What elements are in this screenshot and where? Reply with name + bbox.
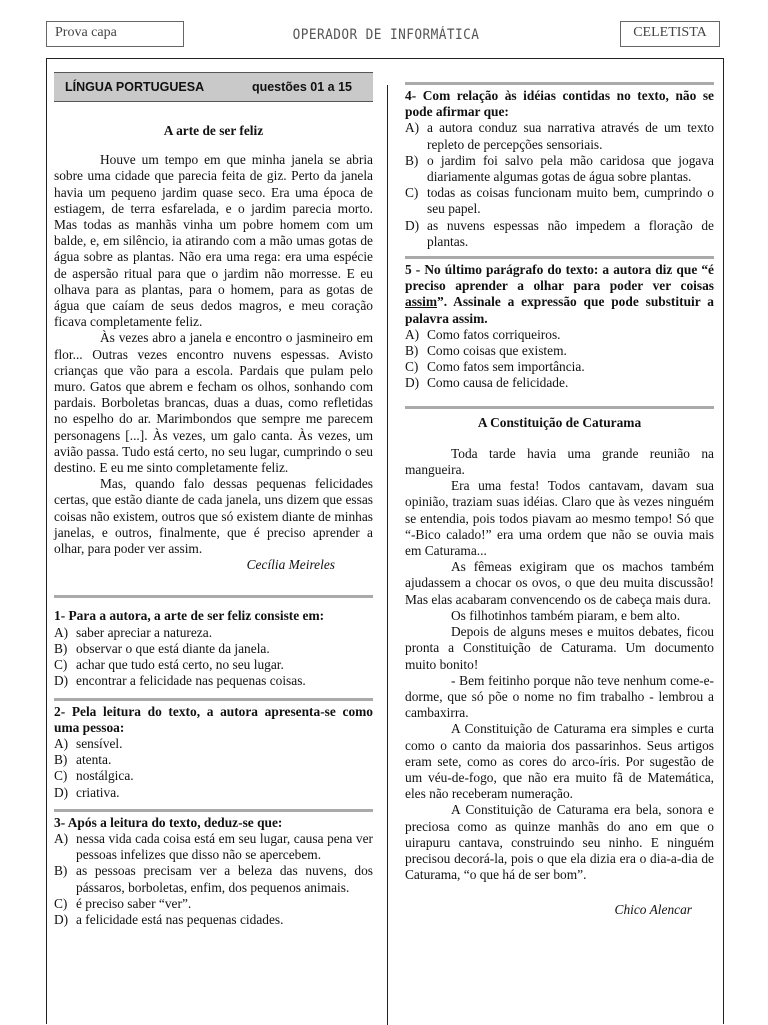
option-item[interactable]: [405, 327, 714, 343]
question-stem: 3- Após a leitura do texto, deduz-se que:: [54, 814, 283, 830]
option-text: atenta.: [76, 752, 112, 768]
option-key: B): [54, 863, 68, 879]
option-key: B): [405, 343, 419, 359]
option-key: A): [54, 624, 69, 640]
question-4: [405, 88, 714, 250]
option-text: Como coisas que existem.: [427, 343, 567, 359]
option-item[interactable]: [54, 657, 373, 673]
option-key: C): [54, 768, 68, 784]
question-5: [405, 262, 714, 392]
text2-paragraph: Depois de alguns meses e muitos debates, ficou pronta a Constituição de Caturama. Um documento muito bonito!: [405, 624, 714, 672]
text2-paragraph: As fêmeas exigiram que os machos também ajudassem a chocar os ovos, o que deu muita discussão! Mas elas acabaram convencendo os de cabeça mais dura.: [405, 559, 714, 607]
option-text: a felicidade está nas pequenas cidades.: [76, 911, 284, 927]
section-header: [54, 72, 373, 102]
option-text: encontrar a felicidade nas pequenas coisas.: [76, 673, 306, 689]
section-name: LÍNGUA PORTUGUESA: [65, 79, 205, 94]
text1-paragraph: Mas, quando falo dessas pequenas felicidades certas, que estão diante de cada janela, uns dizem que essas coisas não existem, outros que só existem diante de minhas janelas, e outros, finalmente, que é preciso aprender a olhar, para poder ver assim.: [54, 476, 373, 557]
option-key: C): [54, 895, 68, 911]
option-text: é preciso saber “ver”.: [76, 895, 192, 911]
text2-paragraph: A Constituição de Caturama era simples e curta como o canto da maioria dos passarinhos. Seus artigos eram sete, como as cores do arco-íris. Por sugestão de um véu-de-fogo, que não era muito fã de Matemática, eles não receberam numeração.: [405, 721, 714, 802]
option-item[interactable]: [54, 625, 373, 641]
option-text: todas as coisas funcionam muito bem, cumprindo o seu papel.: [427, 185, 714, 217]
option-item[interactable]: [54, 831, 373, 863]
option-text: achar que tudo está certo, no seu lugar.: [76, 657, 284, 673]
option-item[interactable]: [405, 218, 714, 250]
option-key: C): [405, 359, 419, 375]
option-item[interactable]: [405, 343, 714, 359]
question-stem: 1- Para a autora, a arte de ser feliz consiste em:: [54, 608, 325, 624]
question-3: [54, 815, 373, 928]
option-item[interactable]: [54, 863, 373, 895]
text1-author: Cecília Meireles: [246, 557, 335, 573]
option-item[interactable]: [54, 736, 373, 752]
right-column: [405, 82, 714, 919]
option-key: B): [54, 640, 68, 656]
option-item[interactable]: [54, 673, 373, 689]
option-item[interactable]: [54, 641, 373, 657]
question-1: [54, 608, 373, 689]
question-separator: [54, 698, 373, 701]
option-key: A): [54, 735, 69, 751]
section-range: questões 01 a 15: [251, 79, 352, 94]
option-key: C): [54, 657, 68, 673]
option-key: B): [54, 752, 68, 768]
option-item[interactable]: [405, 185, 714, 217]
option-text: Como fatos sem importância.: [427, 359, 585, 375]
question-separator: [54, 595, 373, 598]
header-left-box: [46, 21, 184, 47]
question-stem: 2- Pela leitura do texto, a autora apresenta-se como uma pessoa:: [54, 703, 373, 735]
option-key: C): [405, 185, 419, 201]
option-key: A): [405, 326, 420, 342]
text1-title: A arte de ser feliz: [163, 123, 264, 138]
option-text: nostálgica.: [76, 768, 134, 784]
question-separator: [405, 82, 714, 85]
option-item[interactable]: [405, 359, 714, 375]
question-stem: 4- Com relação às idéias contidas no texto, não se pode afirmar que:: [405, 88, 714, 120]
option-item[interactable]: [405, 153, 714, 185]
question-stem-keyword: assim: [405, 294, 437, 310]
option-key: A): [405, 120, 420, 136]
question-separator: [405, 406, 714, 409]
question-stem: [405, 262, 714, 327]
text2-paragraph: Toda tarde havia uma grande reunião na mangueira.: [405, 445, 714, 478]
header-right-label: CELETISTA: [633, 25, 707, 40]
option-text: sensível.: [76, 735, 123, 751]
option-item[interactable]: [405, 120, 714, 152]
option-text: o jardim foi salvo pela mão caridosa que jogava diariamente algumas gotas de água sobre plantas.: [427, 152, 714, 185]
question-separator: [54, 809, 373, 812]
text1-paragraph: Houve um tempo em que minha janela se abria sobre uma cidade que parecia feita de giz. Perto da janela havia um pequeno jardim quase seco. Era uma época de estiagem, de terra esfarelada, e o jardim parecia morto. Mas todas as manhãs vinha um pobre homem com um balde, e, em silêncio, ia atirando com a mão umas gotas de água sobre as plantas. Não era uma rega: era uma espécie de aspersão ritual para que o jardim não morresse. E eu olhava para as plantas, para o homem, para as gotas de água que caíam de seus dedos magros, e meu coração ficava completamente feliz.: [54, 152, 373, 330]
question-separator: [405, 256, 714, 259]
option-key: D): [54, 673, 69, 689]
page-title: OPERADOR DE INFORMÁTICA: [292, 27, 480, 43]
question-2: [54, 704, 373, 801]
option-text: as pessoas precisam ver a beleza das nuvens, dos pássaros, borboletas, enfim, dos pequenos animais.: [76, 863, 373, 895]
header-left-label: Prova capa: [55, 25, 117, 40]
text2-title: A Constituição de Caturama: [477, 414, 642, 430]
text2-paragraph: A Constituição de Caturama era bela, sonora e preciosa como as quinze manhãs do ano em que o uirapuru cantava, construindo seu ninho. E ninguém precisou decorá-la, pois o que ela dizia era o dia-a-dia de Caturama, “o que há de ser bom”.: [405, 802, 714, 883]
option-item[interactable]: [54, 912, 373, 928]
option-text: nessa vida cada coisa está em seu lugar, causa pena ver pessoas infelizes que disso não se apercebem.: [76, 830, 373, 863]
question-stem-part: ”. Assinale a expressão que pode substituir a palavra assim.: [405, 294, 714, 326]
text2-paragraph: Os filhotinhos também piaram, e bem alto.: [451, 607, 681, 623]
option-item[interactable]: [54, 896, 373, 912]
text1-paragraph: Às vezes abro a janela e encontro o jasmineiro em flor... Outras vezes encontro nuvens espessas. Avisto crianças que vão para a escola. Pardais que pulam pelo muro. Gatos que abrem e fecham os olhos, sonhando com pardais. Borboletas brancas, duas a duas, como refletidas no espelho do ar. Marimbondos que sempre me parecem personagens [...]. Às vezes, um galo canta. Às vezes, um avião passa. Tudo está certo, no seu lugar, cumprindo o seu destino. E eu me sinto completamente feliz.: [54, 330, 373, 476]
option-text: criativa.: [76, 784, 120, 800]
option-key: A): [54, 830, 69, 846]
column-divider: [387, 85, 388, 1025]
option-text: as nuvens espessas não impedem a floração de plantas.: [427, 217, 714, 249]
header-right-box: [620, 21, 720, 47]
option-key: B): [405, 152, 419, 168]
option-item[interactable]: [405, 375, 714, 391]
option-text: saber apreciar a natureza.: [76, 624, 213, 640]
option-text: Como causa de felicidade.: [427, 375, 569, 391]
option-key: D): [54, 784, 69, 800]
option-text: a autora conduz sua narrativa através de um texto repleto de percepções sensoriais.: [427, 120, 714, 152]
text2-author: Chico Alencar: [614, 902, 692, 918]
option-text: Como fatos corriqueiros.: [427, 326, 561, 342]
question-stem-part: 5 - No último parágrafo do texto: a autora diz que “é preciso aprender a olhar para poder ver coisas: [405, 262, 714, 294]
option-key: D): [405, 375, 420, 391]
text2-paragraph: Era uma festa! Todos cantavam, davam sua opinião, traziam suas idéias. Claro que às vezes ninguém se entendia, pois todos piavam ao mesmo tempo! Só que “-Bico calado!” era uma ordem que não se ouvia mais em Caturama...: [405, 478, 714, 559]
option-item[interactable]: [54, 785, 373, 801]
text2-paragraph: - Bem feitinho porque não teve nenhum come-e-dorme, que só põe o nome no fim trabalho - lembrou a cambaxirra.: [405, 672, 714, 721]
option-key: D): [405, 217, 420, 233]
option-item[interactable]: [54, 752, 373, 768]
option-key: D): [54, 911, 69, 927]
option-text: observar o que está diante da janela.: [76, 640, 270, 656]
option-item[interactable]: [54, 768, 373, 784]
left-column: [54, 72, 373, 928]
